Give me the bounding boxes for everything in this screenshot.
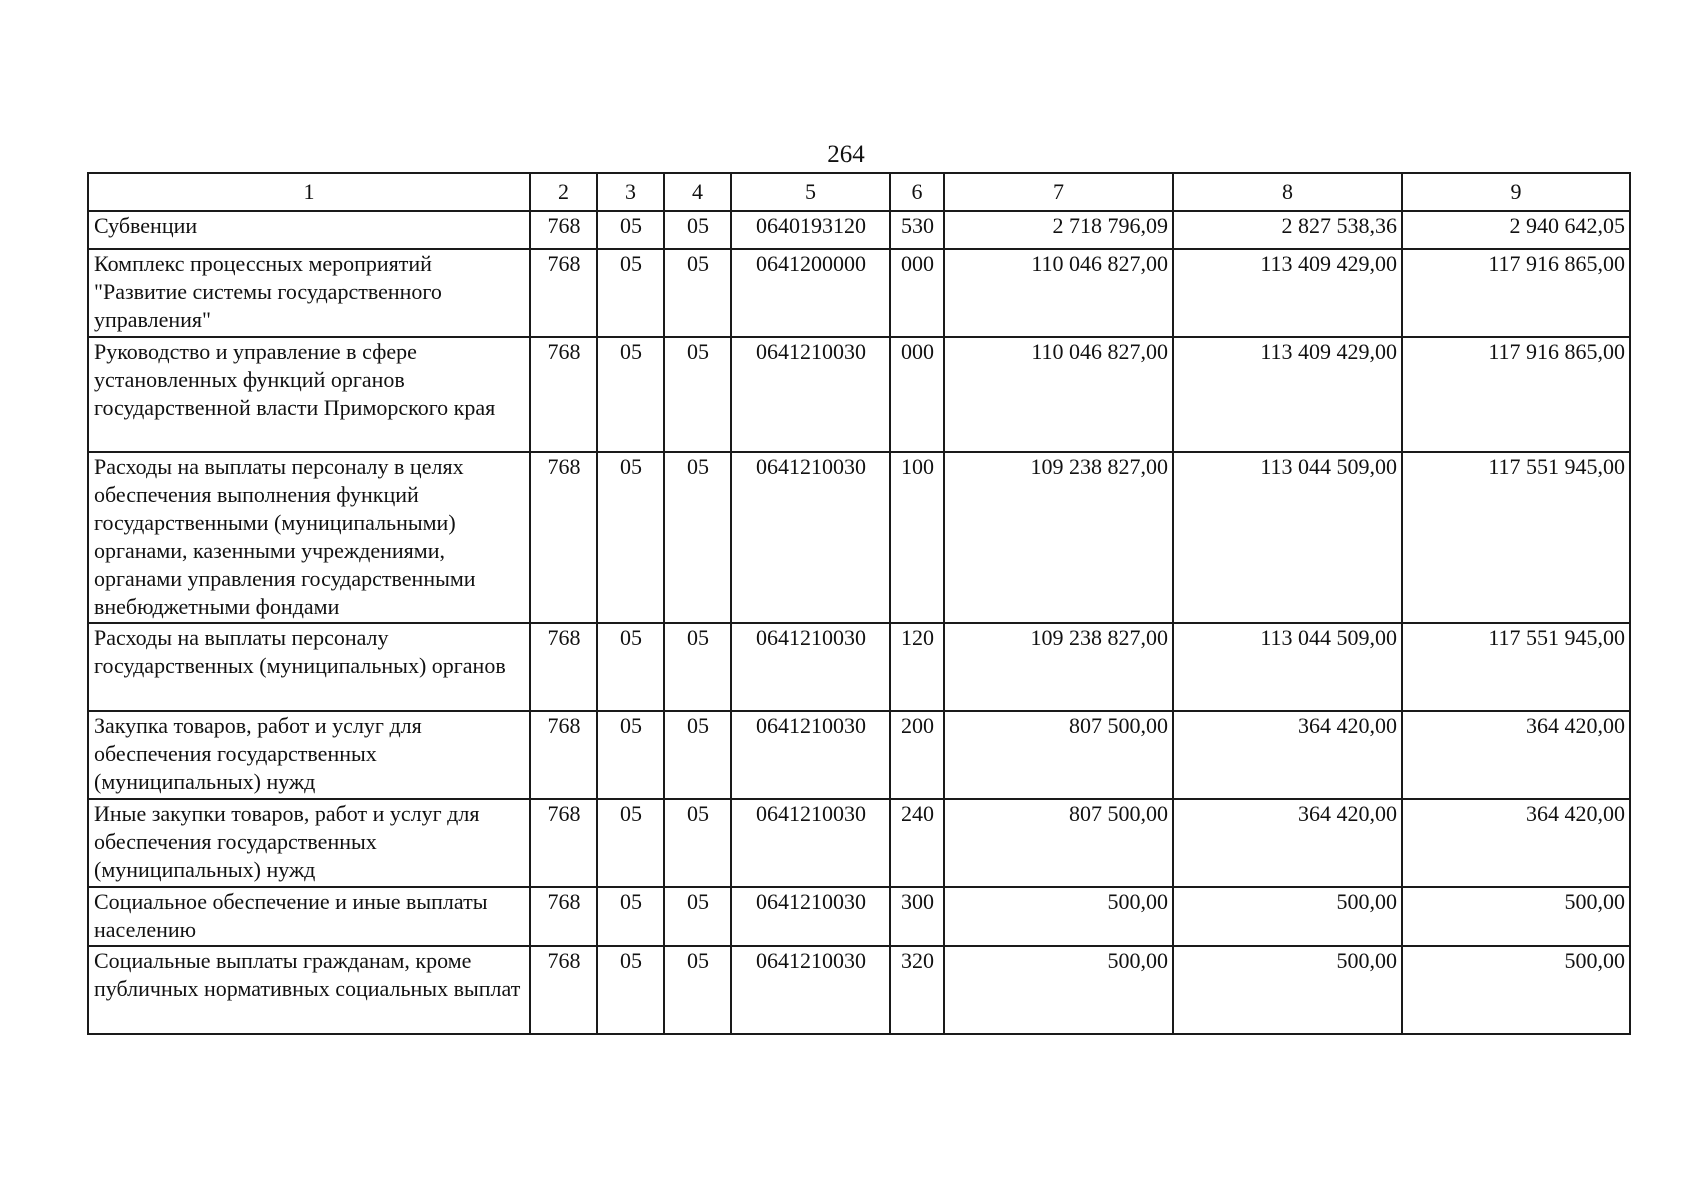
code-cell: 768 — [530, 946, 597, 1034]
amount-cell: 364 420,00 — [1402, 711, 1630, 799]
amount-cell: 807 500,00 — [944, 799, 1173, 887]
code-cell: 05 — [597, 452, 664, 623]
code-cell: 200 — [890, 711, 944, 799]
code-cell: 0641210030 — [731, 799, 890, 887]
amount-cell: 110 046 827,00 — [944, 249, 1173, 337]
code-cell: 05 — [597, 887, 664, 946]
code-cell: 768 — [530, 799, 597, 887]
table-row — [88, 887, 1630, 946]
code-cell: 120 — [890, 623, 944, 711]
row-name: Комплекс процессных мероприятий "Развитие системы государственного управления" — [88, 249, 530, 337]
amount-cell: 113 044 509,00 — [1173, 623, 1402, 711]
code-cell: 300 — [890, 887, 944, 946]
code-cell: 05 — [597, 799, 664, 887]
amount-cell: 113 044 509,00 — [1173, 452, 1402, 623]
code-cell: 768 — [530, 452, 597, 623]
column-header: 6 — [890, 173, 944, 211]
amount-cell: 500,00 — [1402, 887, 1630, 946]
amount-cell: 117 916 865,00 — [1402, 249, 1630, 337]
code-cell: 530 — [890, 211, 944, 249]
amount-cell: 500,00 — [944, 887, 1173, 946]
table-row — [88, 711, 1630, 799]
row-name: Расходы на выплаты персоналу государственных (муниципальных) органов — [88, 623, 530, 711]
amount-cell: 117 551 945,00 — [1402, 452, 1630, 623]
code-cell: 0641210030 — [731, 623, 890, 711]
amount-cell: 807 500,00 — [944, 711, 1173, 799]
budget-table — [87, 172, 1631, 1035]
code-cell: 0641210030 — [731, 946, 890, 1034]
code-cell: 768 — [530, 337, 597, 452]
code-cell: 05 — [664, 946, 731, 1034]
amount-cell: 109 238 827,00 — [944, 452, 1173, 623]
table-row — [88, 211, 1630, 249]
column-header: 1 — [88, 173, 530, 211]
page-number: 264 — [827, 141, 865, 168]
code-cell: 0640193120 — [731, 211, 890, 249]
row-name: Закупка товаров, работ и услуг для обеспечения государственных (муниципальных) нужд — [88, 711, 530, 799]
column-header: 9 — [1402, 173, 1630, 211]
code-cell: 05 — [664, 711, 731, 799]
table-row — [88, 799, 1630, 887]
column-header: 7 — [944, 173, 1173, 211]
code-cell: 05 — [664, 249, 731, 337]
code-cell: 768 — [530, 211, 597, 249]
code-cell: 240 — [890, 799, 944, 887]
row-name: Субвенции — [88, 211, 530, 249]
amount-cell: 364 420,00 — [1173, 799, 1402, 887]
amount-cell: 500,00 — [1173, 887, 1402, 946]
amount-cell: 2 827 538,36 — [1173, 211, 1402, 249]
code-cell: 05 — [597, 249, 664, 337]
table-row — [88, 623, 1630, 711]
amount-cell: 2 940 642,05 — [1402, 211, 1630, 249]
code-cell: 768 — [530, 887, 597, 946]
amount-cell: 2 718 796,09 — [944, 211, 1173, 249]
code-cell: 05 — [597, 946, 664, 1034]
code-cell: 05 — [597, 623, 664, 711]
code-cell: 000 — [890, 337, 944, 452]
row-name: Социальные выплаты гражданам, кроме публичных нормативных социальных выплат — [88, 946, 530, 1034]
code-cell: 05 — [597, 211, 664, 249]
code-cell: 05 — [597, 337, 664, 452]
code-cell: 100 — [890, 452, 944, 623]
amount-cell: 117 551 945,00 — [1402, 623, 1630, 711]
amount-cell: 364 420,00 — [1402, 799, 1630, 887]
amount-cell: 113 409 429,00 — [1173, 249, 1402, 337]
table-row — [88, 452, 1630, 623]
code-cell: 0641210030 — [731, 452, 890, 623]
amount-cell: 364 420,00 — [1173, 711, 1402, 799]
column-header: 2 — [530, 173, 597, 211]
amount-cell: 113 409 429,00 — [1173, 337, 1402, 452]
code-cell: 05 — [664, 799, 731, 887]
code-cell: 768 — [530, 623, 597, 711]
column-header: 5 — [731, 173, 890, 211]
code-cell: 000 — [890, 249, 944, 337]
code-cell: 05 — [664, 337, 731, 452]
code-cell: 0641200000 — [731, 249, 890, 337]
row-name: Социальное обеспечение и иные выплаты населению — [88, 887, 530, 946]
table-row — [88, 337, 1630, 452]
amount-cell: 110 046 827,00 — [944, 337, 1173, 452]
code-cell: 05 — [664, 887, 731, 946]
code-cell: 0641210030 — [731, 711, 890, 799]
code-cell: 768 — [530, 711, 597, 799]
row-name: Расходы на выплаты персоналу в целях обеспечения выполнения функций государственными (муниципальными) органами, казенными учреждениями, органами управления государственными внебюджетными фондами — [88, 452, 530, 623]
code-cell: 05 — [664, 211, 731, 249]
column-number-row — [88, 173, 1630, 211]
column-header: 4 — [664, 173, 731, 211]
amount-cell: 500,00 — [944, 946, 1173, 1034]
code-cell: 05 — [597, 711, 664, 799]
row-name: Иные закупки товаров, работ и услуг для обеспечения государственных (муниципальных) нужд — [88, 799, 530, 887]
code-cell: 768 — [530, 249, 597, 337]
table-row — [88, 249, 1630, 337]
code-cell: 0641210030 — [731, 337, 890, 452]
table-row — [88, 946, 1630, 1034]
code-cell: 320 — [890, 946, 944, 1034]
amount-cell: 500,00 — [1173, 946, 1402, 1034]
row-name: Руководство и управление в сфере установленных функций органов государственной власти Приморского края — [88, 337, 530, 452]
code-cell: 0641210030 — [731, 887, 890, 946]
column-header: 8 — [1173, 173, 1402, 211]
amount-cell: 109 238 827,00 — [944, 623, 1173, 711]
code-cell: 05 — [664, 623, 731, 711]
amount-cell: 500,00 — [1402, 946, 1630, 1034]
code-cell: 05 — [664, 452, 731, 623]
amount-cell: 117 916 865,00 — [1402, 337, 1630, 452]
column-header: 3 — [597, 173, 664, 211]
